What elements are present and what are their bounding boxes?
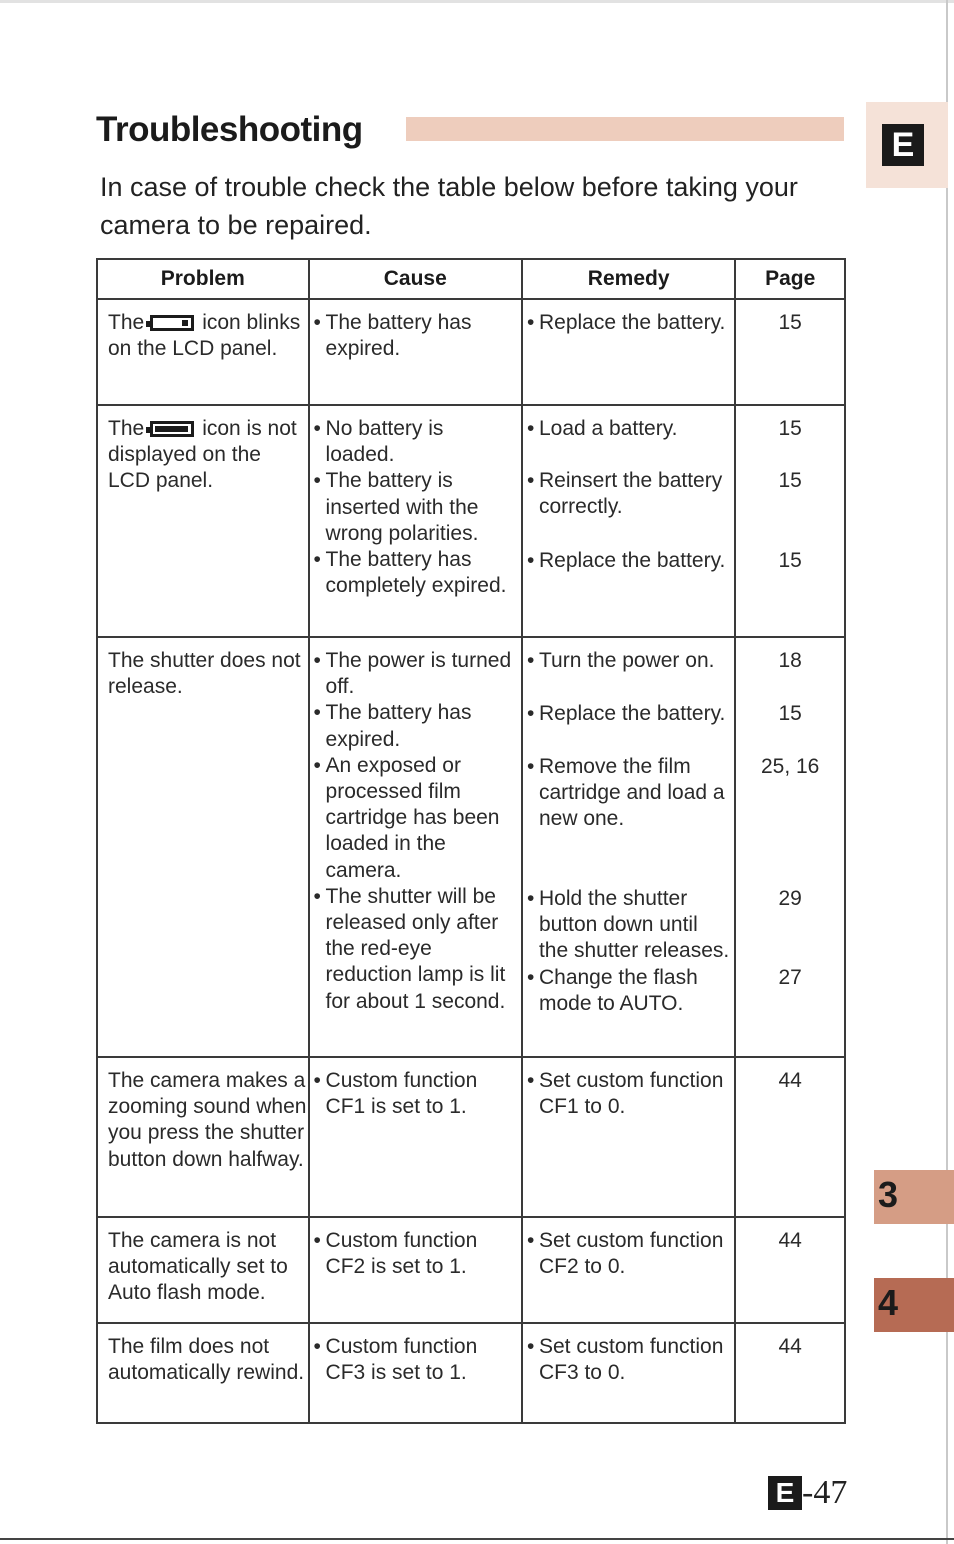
cause-cell <box>309 1323 522 1423</box>
chapter-tab-3-label: 3 <box>878 1174 899 1215</box>
remedy-item: • Replace the battery. <box>526 702 726 725</box>
cause-item: • The battery has expired. <box>313 701 472 751</box>
problem-text-post: icon is not displayed on the LCD panel. <box>108 417 297 493</box>
page-ref: 27 <box>778 966 802 989</box>
header-remedy: Remedy <box>522 259 735 299</box>
remedy-item: • Replace the battery. <box>526 311 726 334</box>
table-row <box>97 1217 845 1323</box>
page-cell <box>735 1323 845 1423</box>
page-ref: 29 <box>778 887 802 910</box>
header-problem: Problem <box>97 259 309 299</box>
table-row <box>97 637 845 1057</box>
problem-text: The camera is not automatically set to Auto flash mode. <box>108 1229 288 1305</box>
cause-item: • Custom function CF3 is set to 1. <box>313 1335 478 1385</box>
remedy-item: • Replace the battery. <box>526 549 726 572</box>
table-row <box>97 299 845 405</box>
page-ref: 44 <box>778 1229 802 1252</box>
remedy-cell <box>522 299 735 405</box>
page-cell <box>735 299 845 405</box>
header-page: Page <box>735 259 845 299</box>
page-cell <box>735 1217 845 1323</box>
problem-cell <box>97 299 309 405</box>
title-decoration-bar <box>406 117 844 141</box>
page-cell <box>735 405 845 637</box>
remedy-item: • Set custom function CF3 to 0. <box>526 1335 724 1385</box>
remedy-item: • Reinsert the battery correctly. <box>526 469 723 519</box>
table-row <box>97 405 845 637</box>
page-prefix-box: E <box>768 1476 802 1510</box>
page-title: Troubleshooting <box>96 110 363 149</box>
intro-text: In case of trouble check the table below before taking your camera to be repaired. <box>100 172 798 240</box>
remedy-cell <box>522 1217 735 1323</box>
page-number <box>768 1474 847 1514</box>
page-ref: 44 <box>778 1069 802 1092</box>
chapter-tab-4-label: 4 <box>878 1282 899 1323</box>
cause-item: • Custom function CF1 is set to 1. <box>313 1069 478 1119</box>
problem-cell <box>97 1323 309 1423</box>
remedy-item: • Change the flash mode to AUTO. <box>526 966 698 1016</box>
remedy-item: • Set custom function CF2 to 0. <box>526 1229 724 1279</box>
problem-text-post: icon blinks on the LCD panel. <box>108 311 301 361</box>
remedy-cell <box>522 1057 735 1217</box>
chapter-tab-4 <box>874 1278 954 1332</box>
cause-cell <box>309 405 522 637</box>
troubleshooting-table <box>96 258 846 1424</box>
page-ref: 18 <box>778 649 802 672</box>
remedy-item: • Hold the shutter button down until the shutter releases. <box>526 887 730 963</box>
cause-item: • The battery is inserted with the wrong polarities. <box>313 469 479 545</box>
cause-item: • The power is turned off. <box>313 649 512 699</box>
problem-cell <box>97 405 309 637</box>
cause-cell <box>309 1057 522 1217</box>
table-row <box>97 1323 845 1423</box>
problem-text: The shutter does not release. <box>108 649 301 699</box>
remedy-item: • Load a battery. <box>526 417 678 440</box>
cause-cell <box>309 1217 522 1323</box>
page-ref: 15 <box>778 702 802 725</box>
problem-text-pre: The <box>108 417 145 440</box>
page-bottom-edge <box>0 1538 954 1540</box>
cause-item: • The battery has completely expired. <box>313 548 507 598</box>
battery-low-icon <box>150 315 194 331</box>
remedy-cell <box>522 637 735 1057</box>
page-ref: 25, 16 <box>760 755 820 778</box>
page-ref: 15 <box>778 417 802 440</box>
page-ref: 15 <box>778 549 802 572</box>
problem-text-pre: The <box>108 311 145 334</box>
section-tab-english <box>866 102 948 188</box>
remedy-cell <box>522 1323 735 1423</box>
problem-cell <box>97 1057 309 1217</box>
cause-item: • The shutter will be released only after the red-eye reduction lamp is lit for about 1 second. <box>313 884 506 1013</box>
problem-text: The camera makes a zooming sound when you press the shutter button down halfway. <box>108 1069 307 1171</box>
page-cell <box>735 1057 845 1217</box>
cause-cell <box>309 299 522 405</box>
cause-cell <box>309 637 522 1057</box>
cause-item: • An exposed or processed film cartridge has been loaded in the camera. <box>313 753 500 882</box>
problem-cell <box>97 1217 309 1323</box>
remedy-cell <box>522 405 735 637</box>
chapter-tab-3 <box>874 1170 954 1224</box>
section-tab-label: E <box>882 124 924 166</box>
problem-cell <box>97 637 309 1057</box>
page-ref: 15 <box>778 469 802 492</box>
page-top-edge <box>0 0 954 3</box>
remedy-item: • Set custom function CF1 to 0. <box>526 1069 724 1119</box>
page-cell <box>735 637 845 1057</box>
cause-item: • Custom function CF2 is set to 1. <box>313 1229 478 1279</box>
battery-full-icon <box>150 421 194 437</box>
page-ref: 44 <box>778 1335 802 1358</box>
page-number-value: -47 <box>802 1474 848 1511</box>
table-row <box>97 1057 845 1217</box>
header-cause: Cause <box>309 259 522 299</box>
cause-item: • No battery is loaded. <box>313 417 444 467</box>
remedy-item: • Turn the power on. <box>526 649 715 672</box>
cause-item: • The battery has expired. <box>313 311 472 361</box>
page-ref: 15 <box>778 311 802 334</box>
remedy-item: • Remove the film cartridge and load a new one. <box>526 755 725 831</box>
problem-text: The film does not automatically rewind. <box>108 1335 305 1385</box>
table-header-row <box>97 259 845 299</box>
